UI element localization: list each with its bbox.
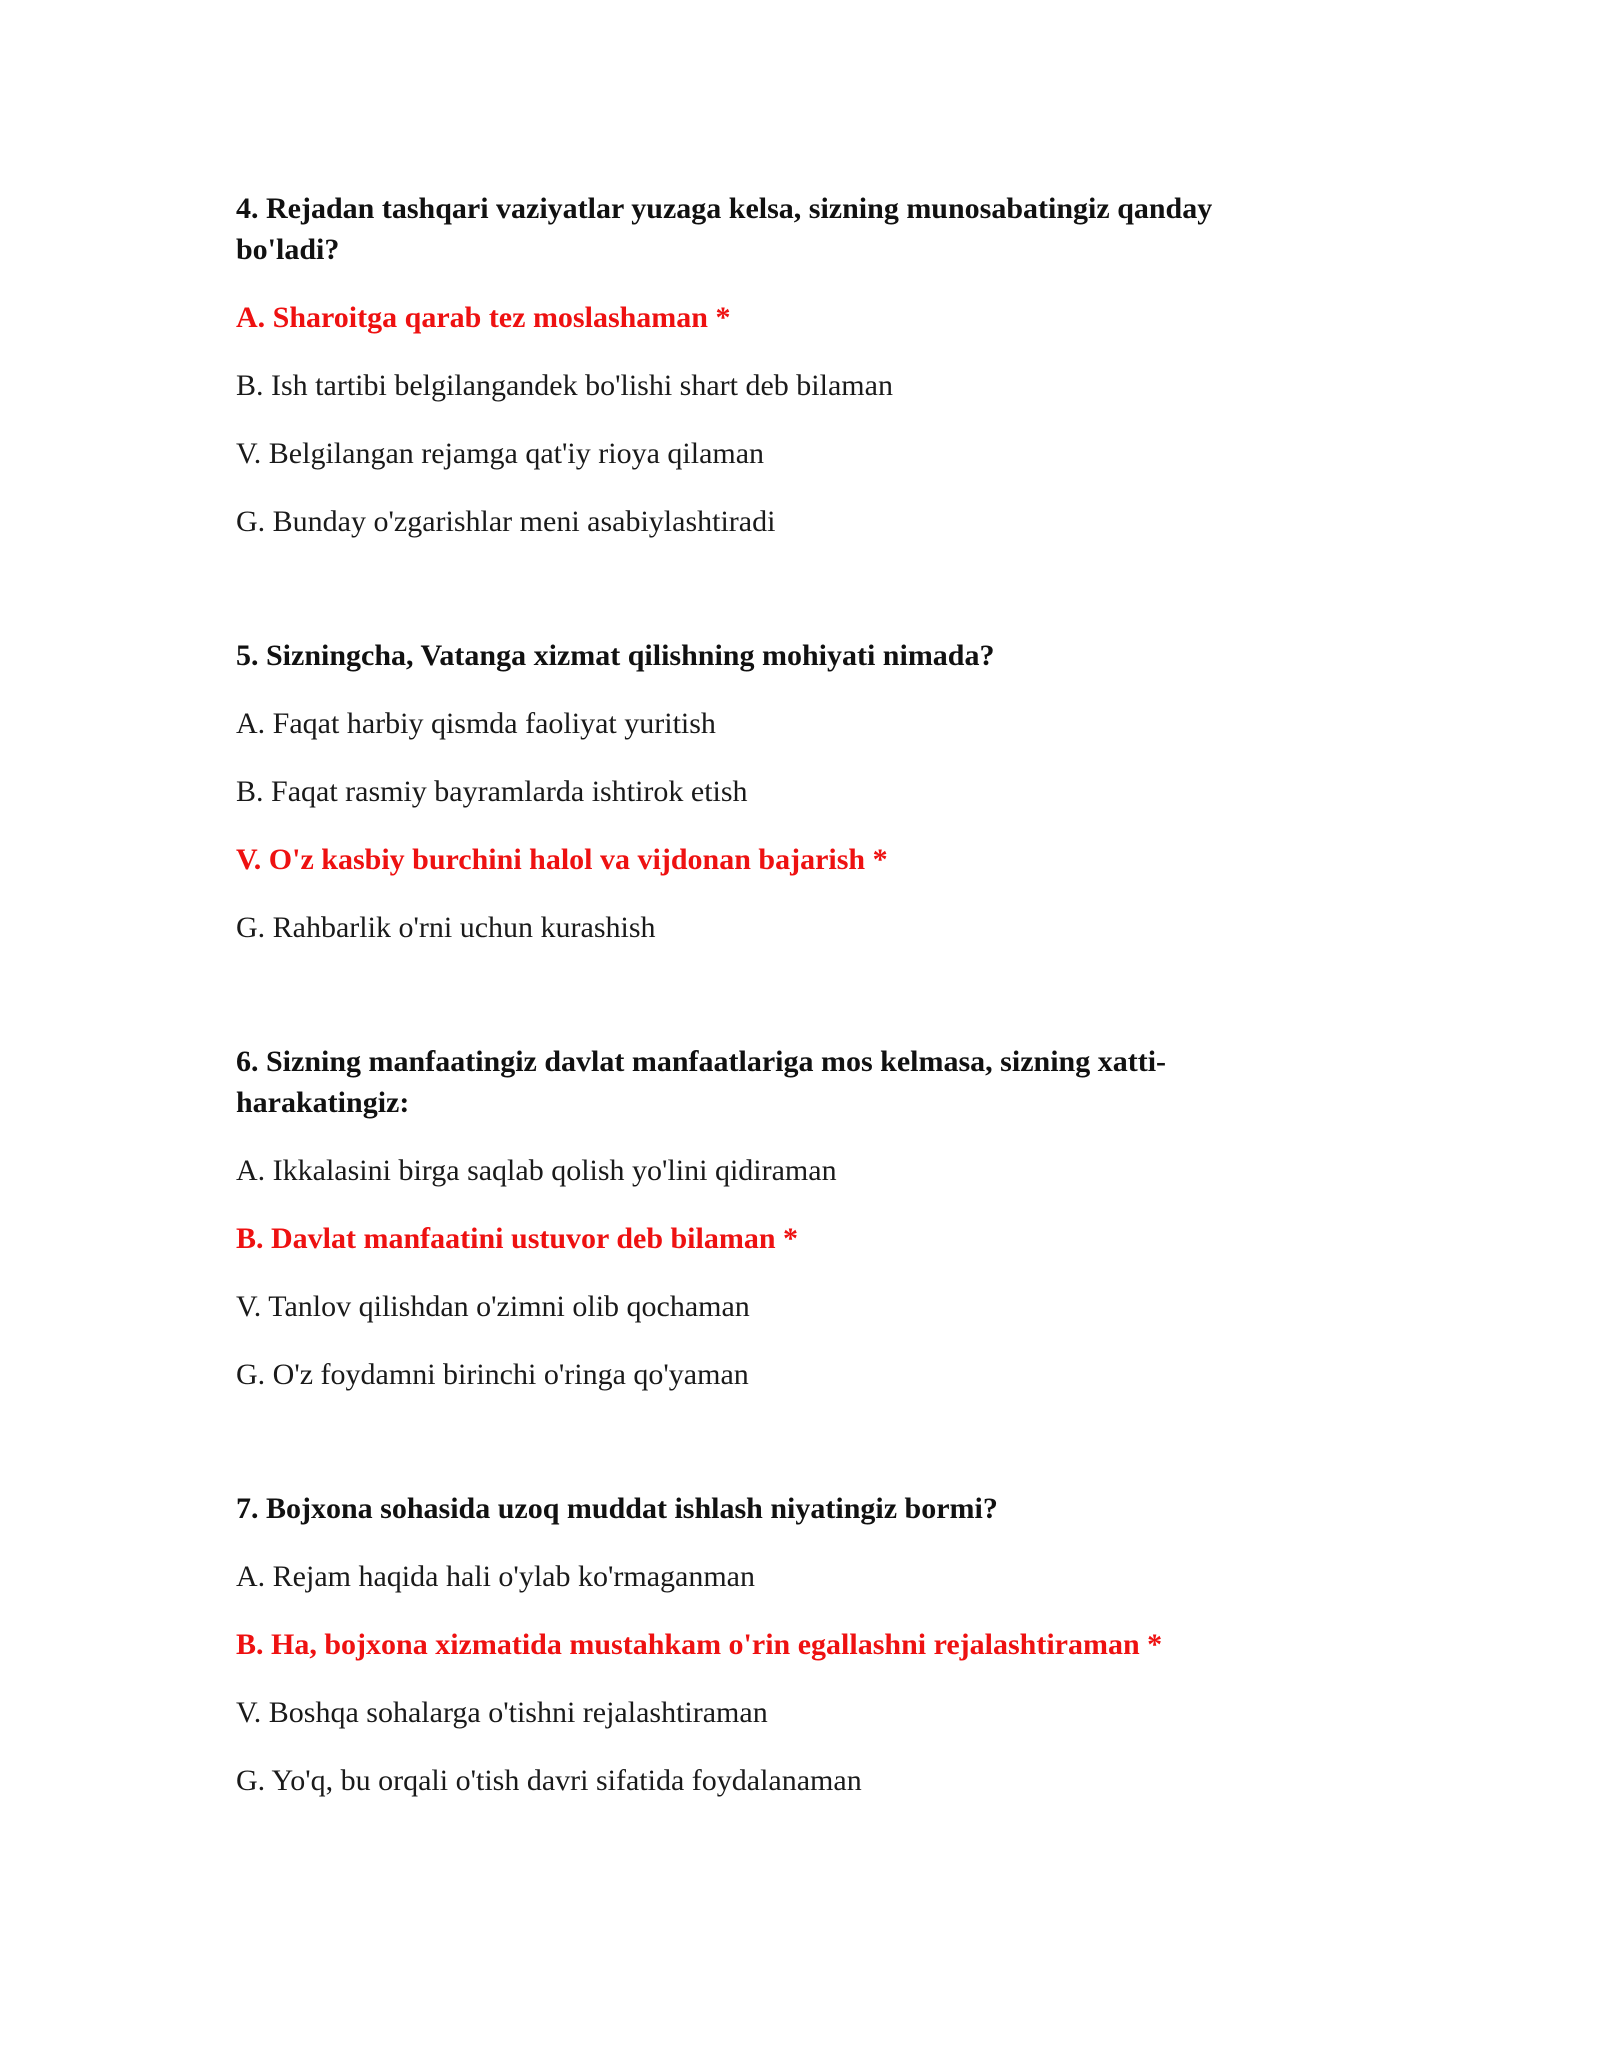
option-b-correct: B. Ha, bojxona xizmatida mustahkam o'rin egallashni rejalashtiraman * [236,1628,1163,1661]
option-v: V. Belgilangan rejamga qat'iy rioya qilaman [236,437,765,470]
option-v: V. Boshqa sohalarga o'tishni rejalashtiraman [236,1696,768,1729]
question-title: 4. Rejadan tashqari vaziyatlar yuzaga kelsa, sizning munosabatingiz qanday bo'ladi? [236,192,1213,266]
option-a: A. Ikkalasini birga saqlab qolish yo'lini qidiraman [236,1154,837,1187]
question-7 [236,1488,1296,1801]
option-b: B. Faqat rasmiy bayramlarda ishtirok etish [236,775,748,808]
option-v-correct: V. O'z kasbiy burchini halol va vijdonan bajarish * [236,843,888,876]
question-4 [236,188,1296,542]
option-v: V. Tanlov qilishdan o'zimni olib qochaman [236,1290,750,1323]
option-b: B. Ish tartibi belgilangandek bo'lishi shart deb bilaman [236,369,893,402]
question-spacer [236,1422,1296,1488]
question-spacer [236,569,1296,635]
question-spacer [236,975,1296,1041]
option-g: G. Yo'q, bu orqali o'tish davri sifatida foydalanaman [236,1764,862,1797]
question-5 [236,635,1296,948]
question-6 [236,1041,1296,1395]
option-a-correct: A. Sharoitga qarab tez moslashaman * [236,301,731,334]
option-b-correct: B. Davlat manfaatini ustuvor deb bilaman * [236,1222,799,1255]
question-title: 5. Sizningcha, Vatanga xizmat qilishning mohiyati nimada? [236,639,995,672]
question-title: 7. Bojxona sohasida uzoq muddat ishlash niyatingiz bormi? [236,1492,998,1525]
option-g: G. Bunday o'zgarishlar meni asabiylashtiradi [236,505,776,538]
option-a: A. Faqat harbiy qismda faoliyat yuritish [236,707,716,740]
option-g: G. Rahbarlik o'rni uchun kurashish [236,911,656,944]
document-page [236,188,1296,1828]
option-a: A. Rejam haqida hali o'ylab ko'rmaganman [236,1560,755,1593]
question-title: 6. Sizning manfaatingiz davlat manfaatlariga mos kelmasa, sizning xatti-harakatingiz: [236,1045,1167,1119]
option-g: G. O'z foydamni birinchi o'ringa qo'yaman [236,1358,749,1391]
